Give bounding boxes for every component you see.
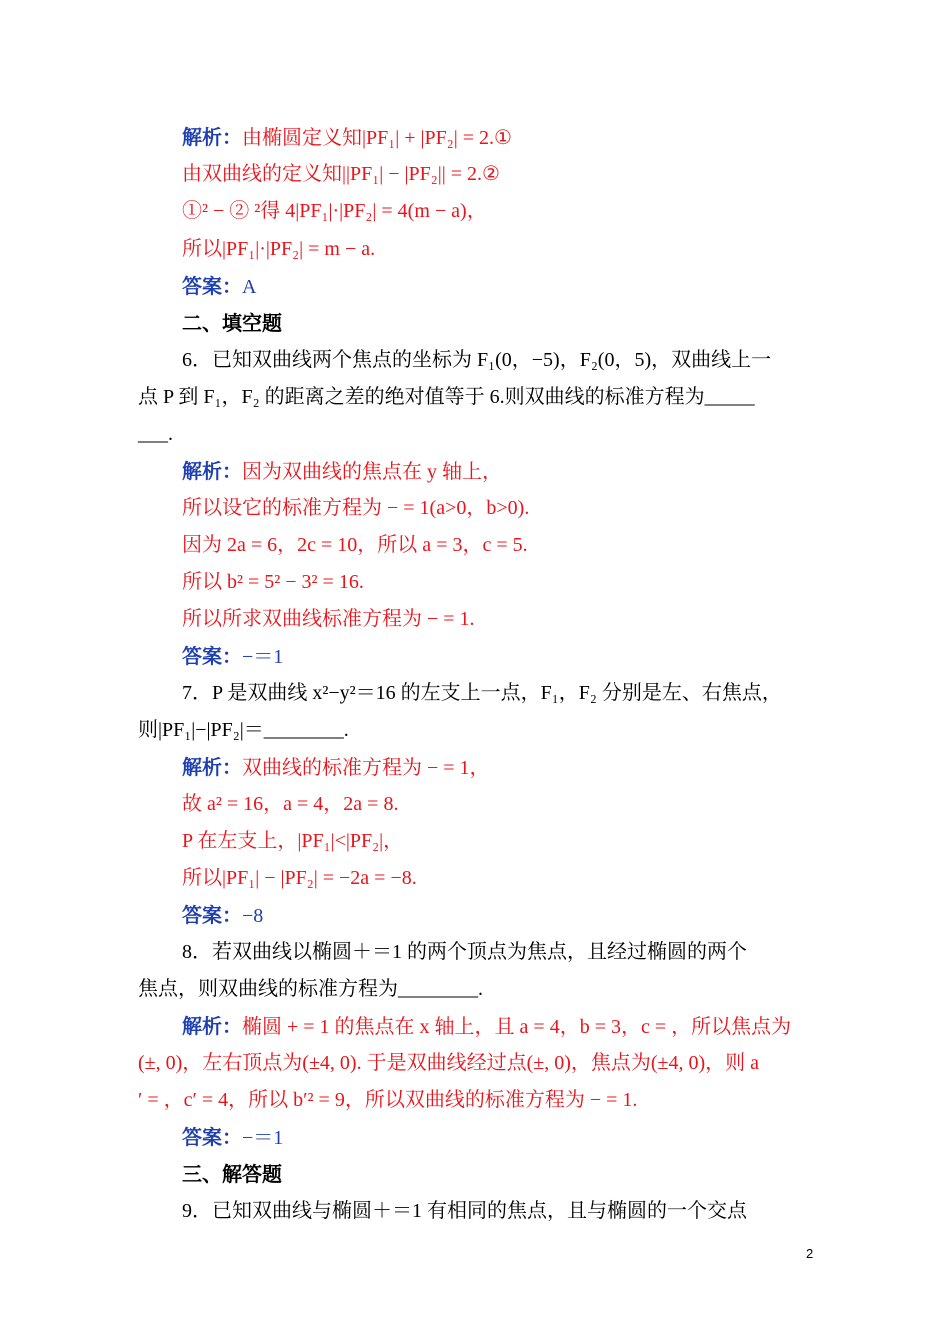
question-text: 则|PF₁|−|PF₂|＝________. bbox=[138, 719, 349, 741]
solution-line: ′ = ，c′ = 4，所以 b′² = 9，所以双曲线的标准方程为 − = 1. bbox=[138, 1089, 638, 1111]
solution-line: 所以设它的标准方程为 − = 1(a>0，b>0). bbox=[182, 497, 530, 519]
solution-line: 所以|PF₁| − |PF₂| = −2a = −8. bbox=[182, 867, 417, 889]
solution-label: 解析： bbox=[182, 125, 242, 149]
answer-line: 答案：−＝1 bbox=[182, 1125, 284, 1149]
answer-line: 答案：−8 bbox=[182, 903, 264, 927]
solution-line: 所以|PF₁|·|PF₂| = m − a. bbox=[182, 238, 376, 260]
solution-line: 解析：椭圆 + = 1 的焦点在 x 轴上，且 a = 4，b = 3，c = ，所以焦点为 bbox=[182, 1014, 792, 1038]
question-text: ___. bbox=[138, 423, 173, 445]
solution-line: 故 a² = 16，a = 4，2a = 8. bbox=[182, 793, 399, 815]
solution-line: 解析：因为双曲线的焦点在 y 轴上， bbox=[182, 459, 502, 483]
solution-line: 所以所求双曲线标准方程为 − = 1. bbox=[182, 608, 475, 630]
solution-line: (±, 0)，左右顶点为(±4, 0). 于是双曲线经过点(±, 0)，焦点为(±4, 0)，则 a bbox=[138, 1052, 760, 1074]
solution-line: 由双曲线的定义知||PF₁| − |PF₂|| = 2.② bbox=[182, 163, 500, 185]
question-text: 6．已知双曲线两个焦点的坐标为 F₁(0，−5)，F₂(0，5)，双曲线上一 bbox=[182, 349, 772, 371]
question-text: 9．已知双曲线与椭圆＋＝1 有相同的焦点，且与椭圆的一个交点 bbox=[182, 1200, 747, 1222]
solution-line: P 在左支上，|PF₁|<|PF₂|， bbox=[182, 830, 404, 852]
section-heading: 三、解答题 bbox=[182, 1162, 282, 1186]
answer-line: 答案：A bbox=[182, 274, 257, 298]
solution-line: ①² − ② ²得 4|PF₁|·|PF₂| = 4(m − a)， bbox=[182, 200, 487, 222]
solution-line: 所以 b² = 5² − 3² = 16. bbox=[182, 571, 364, 593]
section-heading: 二、填空题 bbox=[182, 311, 282, 335]
solution-line: 解析：由椭圆定义知|PF₁| + |PF₂| = 2.① bbox=[182, 125, 512, 149]
question-text: 7．P 是双曲线 x²−y²＝16 的左支上一点，F₁，F₂ 分别是左、右焦点， bbox=[182, 682, 782, 704]
solution-line: 解析：双曲线的标准方程为 − = 1， bbox=[182, 755, 490, 779]
answer-line: 答案：−＝1 bbox=[182, 644, 284, 668]
question-text: 焦点，则双曲线的标准方程为________. bbox=[138, 978, 483, 1000]
question-text: 8．若双曲线以椭圆＋＝1 的两个顶点为焦点，且经过椭圆的两个 bbox=[182, 941, 747, 963]
solution-line: 因为 2a = 6，2c = 10，所以 a = 3，c = 5. bbox=[182, 534, 528, 556]
page-number: 2 bbox=[806, 1246, 814, 1261]
question-text: 点 P 到 F₁，F₂ 的距离之差的绝对值等于 6.则双曲线的标准方程为_____ bbox=[138, 386, 755, 408]
